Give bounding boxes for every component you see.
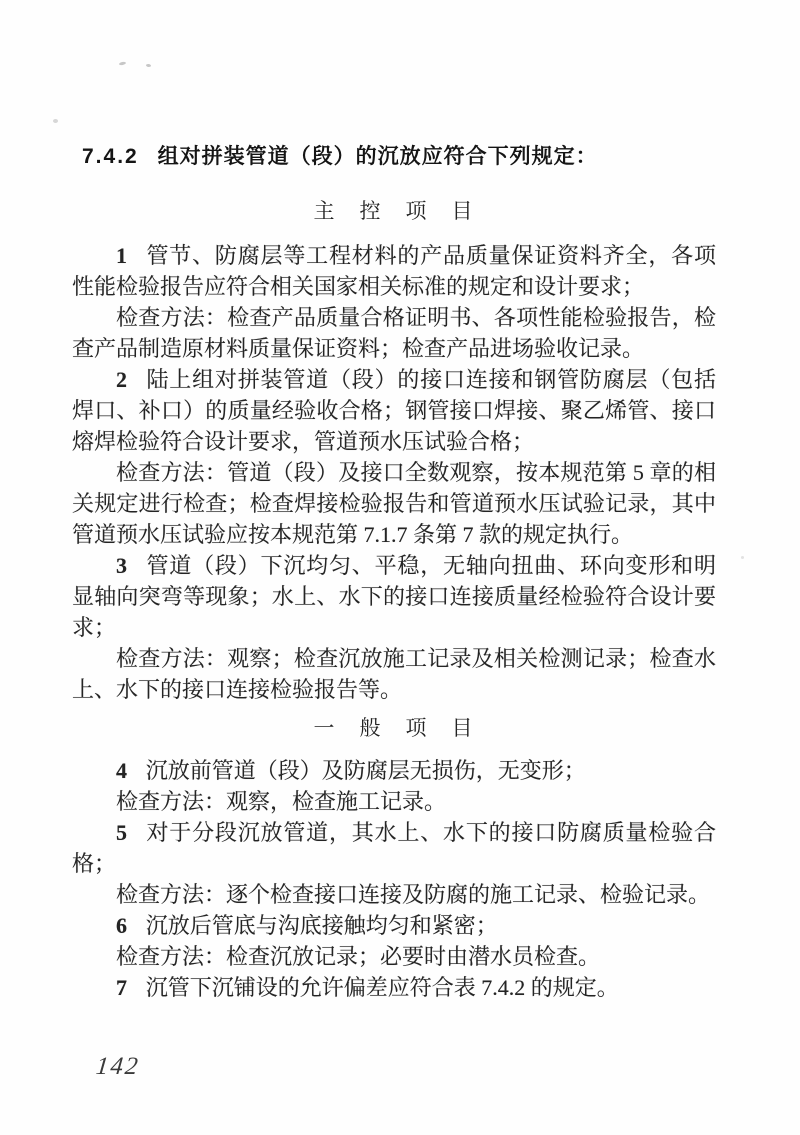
item-text: 沉管下沉铺设的允许偏差应符合表 7.4.2 的规定。 — [145, 975, 619, 1000]
clause-heading — [82, 142, 716, 172]
item-paragraph-7 — [72, 972, 716, 1003]
item-text: 陆上组对拼装管道（段）的接口连接和钢管防腐层（包括焊口、补口）的质量经验收合格；钢管接口焊接、聚乙烯管、接口熔焊检验符合设计要求，管道预水压试验合格； — [72, 367, 716, 454]
section-heading-main-control: 主 控 项 目 — [313, 199, 475, 223]
item-text: 管节、防腐层等工程材料的产品质量保证资料齐全，各项性能检验报告应符合相关国家相关标准的规定和设计要求； — [72, 243, 716, 299]
page-content — [72, 142, 716, 1003]
item-text: 沉放后管底与沟底接触均匀和紧密； — [145, 913, 498, 938]
item-paragraph-4 — [72, 755, 716, 786]
item-paragraph-1 — [72, 240, 716, 302]
item-number: 5 — [116, 820, 127, 845]
scan-speckle — [119, 61, 126, 65]
item-number: 2 — [116, 367, 127, 392]
method-paragraph-5: 检查方法：逐个检查接口连接及防腐的施工记录、检验记录。 — [116, 882, 711, 907]
item-paragraph-2 — [72, 364, 716, 457]
page-number: 142 — [94, 1053, 141, 1080]
item-paragraph-5 — [72, 817, 716, 879]
scan-speckle — [53, 119, 58, 123]
item-number: 1 — [116, 243, 127, 268]
item-text: 管道（段）下沉均匀、平稳，无轴向扭曲、环向变形和明显轴向突弯等现象；水上、水下的接口连接质量经检验符合设计要求； — [72, 553, 716, 640]
scan-speckle — [741, 556, 744, 559]
item-number: 6 — [116, 913, 127, 938]
item-paragraph-6 — [72, 910, 716, 941]
item-text: 对于分段沉放管道，其水上、水下的接口防腐质量检验合格； — [72, 820, 716, 876]
item-number: 3 — [116, 553, 127, 578]
item-text: 沉放前管道（段）及防腐层无损伤，无变形； — [145, 758, 586, 783]
method-paragraph-6: 检查方法：检查沉放记录；必要时由潜水员检查。 — [116, 944, 601, 969]
section-heading-general: 一 般 项 目 — [313, 716, 475, 740]
item-number: 4 — [116, 758, 127, 783]
clause-title: 组对拼装管道（段）的沉放应符合下列规定： — [157, 145, 598, 168]
method-paragraph-4: 检查方法：观察，检查施工记录。 — [116, 789, 447, 814]
method-paragraph-1: 检查方法：检查产品质量合格证明书、各项性能检验报告，检查产品制造原材料质量保证资料；检查产品进场验收记录。 — [72, 305, 716, 361]
method-paragraph-3: 检查方法：观察；检查沉放施工记录及相关检测记录；检查水上、水下的接口连接检验报告等。 — [72, 646, 716, 702]
item-number: 7 — [116, 975, 127, 1000]
clause-number: 7.4.2 — [82, 145, 139, 168]
item-paragraph-3 — [72, 550, 716, 643]
scan-speckle — [146, 64, 151, 68]
method-paragraph-2: 检查方法：管道（段）及接口全数观察，按本规范第 5 章的相关规定进行检查；检查焊接检验报告和管道预水压试验记录，其中管道预水压试验应按本规范第 7.1.7 条第 7 款的规定执行。 — [72, 460, 716, 547]
